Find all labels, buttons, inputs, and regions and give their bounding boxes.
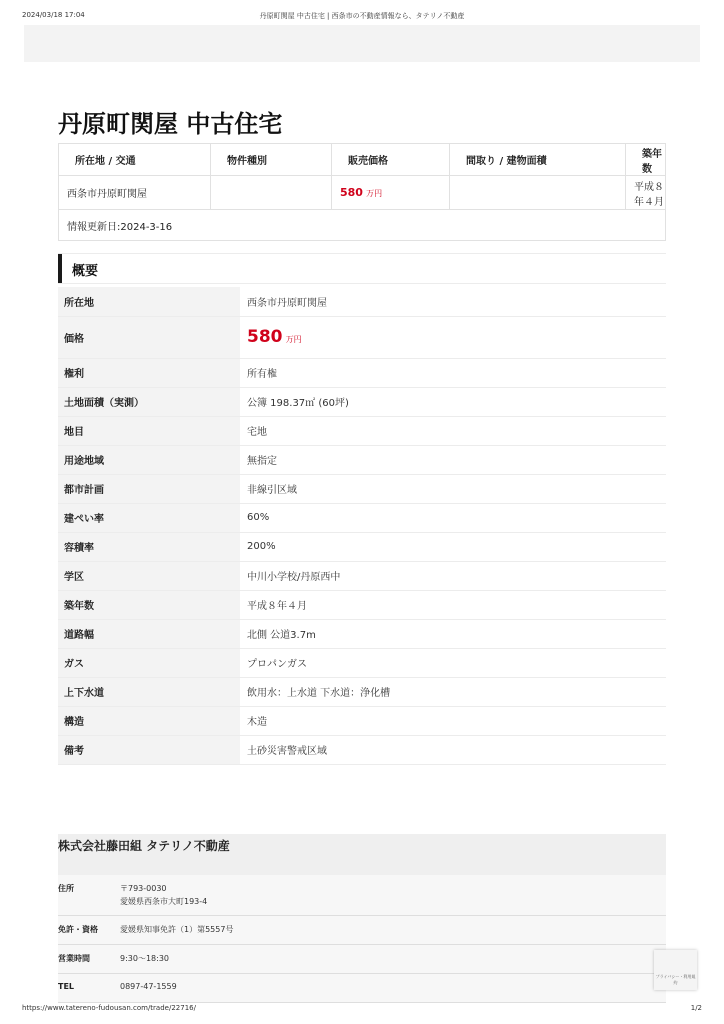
detail-value: 北側 公道3.7m (240, 619, 666, 648)
detail-price: 580 (247, 327, 283, 347)
detail-row-structure (58, 706, 666, 735)
detail-row-zoning (58, 445, 666, 474)
print-url: https://www.tatereno-fudousan.com/trade/22716/ (22, 1004, 196, 1012)
detail-label: 建ぺい率 (58, 503, 240, 532)
summary-table (58, 143, 666, 241)
print-page-title: 丹原町関屋 中古住宅 | 西条市の不動産情報なら、タテリノ不動産 (259, 12, 465, 20)
detail-row-road (58, 619, 666, 648)
detail-label: 築年数 (58, 590, 240, 619)
section-heading-bar (58, 254, 62, 283)
detail-label: 所在地 (58, 287, 240, 316)
company-tel[interactable]: 0897-47-1559 (120, 974, 666, 1003)
company-row-hours (58, 945, 666, 974)
company-license: 愛媛県知事免許（1）第5557号 (120, 916, 666, 945)
detail-label: 道路幅 (58, 619, 240, 648)
summary-value-row (59, 176, 666, 210)
company-postal: 〒793-0030 (120, 884, 167, 893)
detail-price-cell (240, 316, 666, 358)
print-datetime: 2024/03/18 17:04 (22, 11, 85, 19)
summary-header-type: 物件種別 (211, 144, 332, 176)
company-row-license (58, 916, 666, 945)
summary-location: 西条市丹原町関屋 (59, 176, 211, 210)
detail-label: 備考 (58, 735, 240, 764)
company-row-address (58, 875, 666, 916)
section-heading-label: 概要 (72, 264, 99, 279)
detail-label: 学区 (58, 561, 240, 590)
detail-label: 権利 (58, 358, 240, 387)
company-label: 住所 (58, 875, 120, 916)
detail-value: 木造 (240, 706, 666, 735)
detail-value: 60% (240, 503, 666, 532)
summary-price: 580 (340, 186, 363, 199)
company-label: 営業時間 (58, 945, 120, 974)
page-title: 丹原町関屋 中古住宅 (58, 110, 283, 138)
detail-value: 宅地 (240, 416, 666, 445)
detail-row-water (58, 677, 666, 706)
detail-label: 用途地域 (58, 445, 240, 474)
detail-value: 中川小学校/丹原西中 (240, 561, 666, 590)
detail-row-price (58, 316, 666, 358)
section-heading (58, 253, 666, 284)
summary-type (211, 176, 332, 210)
summary-layout (450, 176, 626, 210)
summary-price-unit: 万円 (366, 189, 383, 198)
detail-label: 都市計画 (58, 474, 240, 503)
detail-value: 飲用水：上水道 下水道：浄化槽 (240, 677, 666, 706)
company-label: 免許・資格 (58, 916, 120, 945)
detail-value: 200% (240, 532, 666, 561)
summary-header-price: 販売価格 (332, 144, 450, 176)
detail-label: 土地面積（実測） (58, 387, 240, 416)
detail-row-coverage (58, 503, 666, 532)
detail-table (58, 287, 666, 765)
detail-label: 構造 (58, 706, 240, 735)
detail-price-unit: 万円 (285, 335, 302, 344)
detail-row-land-area (58, 387, 666, 416)
detail-row-land-category (58, 416, 666, 445)
header-banner (24, 25, 700, 62)
detail-value: プロパンガス (240, 648, 666, 677)
print-page-number: 1/2 (690, 1004, 702, 1012)
detail-label: 上下水道 (58, 677, 240, 706)
summary-header-built: 築年数 (626, 144, 666, 176)
detail-row-floor-area-ratio (58, 532, 666, 561)
summary-updated: 情報更新日:2024-3-16 (59, 210, 666, 241)
company-name: 株式会社藤田組 タテリノ不動産 (58, 834, 666, 875)
detail-label: 価格 (58, 316, 240, 358)
summary-price-cell (332, 176, 450, 210)
detail-row-school (58, 561, 666, 590)
summary-header-row (59, 144, 666, 176)
summary-updated-row (59, 210, 666, 241)
company-label: TEL (58, 974, 120, 1003)
summary-built: 平成８年４月 (626, 176, 666, 210)
company-hours: 9:30〜18:30 (120, 945, 666, 974)
detail-value: 西条市丹原町関屋 (240, 287, 666, 316)
detail-value: 所有権 (240, 358, 666, 387)
detail-value: 平成８年４月 (240, 590, 666, 619)
company-row-tel (58, 974, 666, 1003)
company-table (58, 875, 666, 1003)
detail-label: ガス (58, 648, 240, 677)
detail-label: 地目 (58, 416, 240, 445)
summary-header-layout: 間取り / 建物面積 (450, 144, 626, 176)
detail-label: 容積率 (58, 532, 240, 561)
detail-row-city-planning (58, 474, 666, 503)
company-info (58, 834, 666, 1003)
recaptcha-text[interactable]: プライバシー・利用規約 (655, 974, 696, 985)
detail-row-built (58, 590, 666, 619)
detail-row-rights (58, 358, 666, 387)
detail-value: 無指定 (240, 445, 666, 474)
detail-row-gas (58, 648, 666, 677)
company-address-cell (120, 875, 666, 916)
summary-header-location: 所在地 / 交通 (59, 144, 211, 176)
recaptcha-badge[interactable] (654, 950, 697, 990)
detail-value: 公簿 198.37㎡ (60坪) (240, 387, 666, 416)
detail-value: 非線引区域 (240, 474, 666, 503)
detail-row-location (58, 287, 666, 316)
detail-row-notes (58, 735, 666, 764)
print-header (0, 11, 724, 23)
detail-value: 土砂災害警戒区域 (240, 735, 666, 764)
company-address: 愛媛県西条市大町193-4 (120, 897, 208, 906)
